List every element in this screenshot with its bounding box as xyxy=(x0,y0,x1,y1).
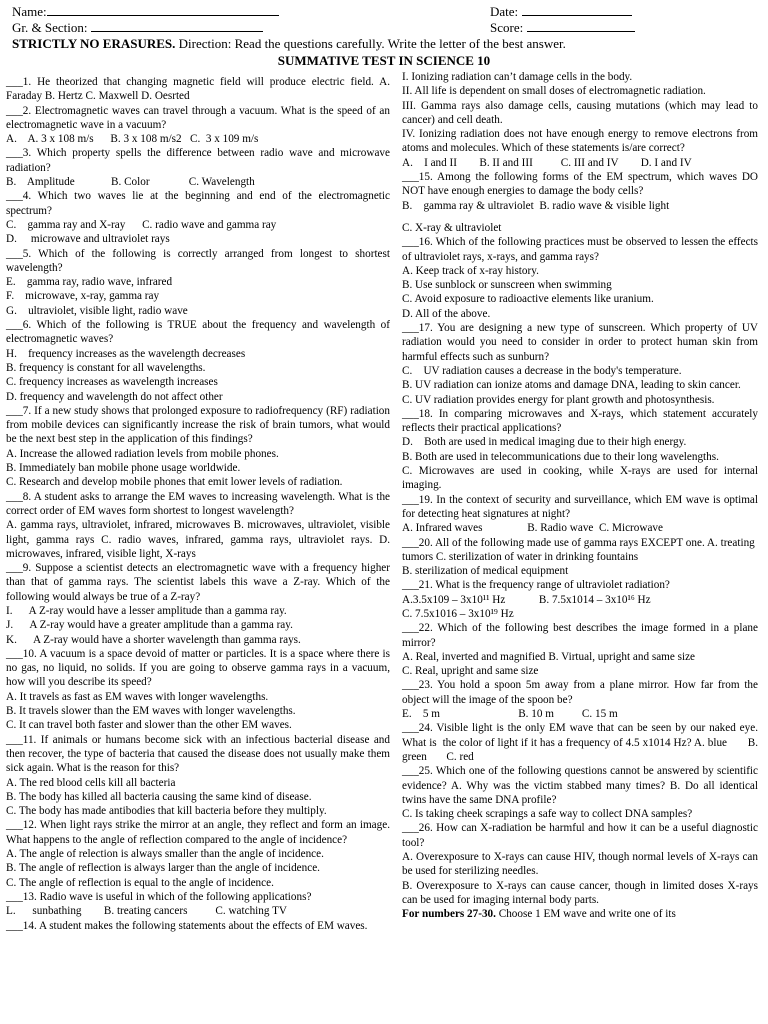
question-13-options: L. sunbathing B. treating cancers C. watching TV xyxy=(6,905,287,918)
question-22-option-c: C. Real, upright and same size xyxy=(402,665,539,678)
question-1: ___1. He theorized that changing magnetic field will produce electric field. A. Faraday B. Hertz C. Maxwell D. Oesrted xyxy=(6,76,390,103)
question-20-option-b: B. sterilization of medical equipment xyxy=(402,565,569,578)
question-20: ___20. All of the following made use of gamma rays EXCEPT one. A. treating tumors C. sterilization of water in drinking fountains xyxy=(402,536,755,563)
question-16-option-b: B. Use sunblock or sunscreen when swimming xyxy=(402,279,612,292)
question-10: ___10. A vacuum is a space devoid of matter or particles. It is a space where there is no gas, no liquid, no solids. If you are going to observe gamma rays in a vacuum, how will you describe its speed? xyxy=(6,647,390,689)
question-23: ___23. You hold a spoon 5m away from a plane mirror. How far from the object will the image of the spoon be? xyxy=(402,679,758,706)
question-9-option-a: I. A Z-ray would have a lesser amplitude than a gamma ray. xyxy=(6,604,287,617)
date-blank[interactable] xyxy=(522,3,632,16)
question-5-option-c: G. ultraviolet, visible light, radio wave xyxy=(6,304,188,317)
question-12-option-a: A. The angle of relection is always smaller than the angle of incidence. xyxy=(6,848,324,861)
question-17-option-c: C. UV radiation provides energy for plant growth and photosynthesis. xyxy=(402,393,715,406)
question-7-option-b: B. Immediately ban mobile phone usage worldwide. xyxy=(6,462,241,475)
question-11-option-c: C. The body has made antibodies that kill bacteria before they multiply. xyxy=(6,805,327,818)
question-3-options: B. Amplitude B. Color C. Wavelength xyxy=(6,176,255,189)
question-22-options: A. Real, inverted and magnified B. Virtual, upright and same size xyxy=(402,650,696,663)
question-4-option-b: D. microwave and ultraviolet rays xyxy=(6,233,170,246)
question-26: ___26. How can X-radiation be harmful and how it can be a useful diagnostic tool? xyxy=(402,822,758,849)
statement-3: III. Gamma rays also damage cells, causing mutations (which may lead to cancer) and cell death. xyxy=(402,99,758,126)
question-8: ___8. A student asks to arrange the EM waves to increasing wavelength. What is the correct order of EM waves form shortest to longest wavelength? xyxy=(6,490,390,517)
question-7-option-a: A. Increase the allowed radiation levels from mobile phones. xyxy=(6,447,279,460)
question-18-option-a: D. Both are used in medical imaging due to their high energy. xyxy=(402,436,687,449)
question-26-option-a: A. Overexposure to X-rays can cause HIV, though normal levels of X-rays can be used for sterilizing needles. xyxy=(402,851,758,878)
question-12: ___12. When light rays strike the mirror at an angle, they reflect and form an image. What happens to the angle of reflection compared to the angle of incidence? xyxy=(6,819,390,846)
question-6-option-b: B. frequency is constant for all wavelengths. xyxy=(6,361,206,374)
question-25-option-c: C. Is taking cheek scrapings a safe way to collect DNA samples? xyxy=(402,808,693,821)
question-2-options: A. A. 3 x 108 m/s B. 3 x 108 m/s2 C. 3 x 109 m/s xyxy=(6,133,259,146)
question-26-option-b: B. Overexposure to X-rays can cause cancer, though in limited doses X-rays can be used for imaging internal body parts. xyxy=(402,879,758,906)
question-11-option-a: A. The red blood cells kill all bacteria xyxy=(6,776,176,789)
section-blank[interactable] xyxy=(91,19,263,32)
question-9-option-c: K. A Z-ray would have a shorter wavelength than gamma rays. xyxy=(6,633,301,646)
question-19-options: A. Infrared waves B. Radio wave C. Microwave xyxy=(402,522,663,535)
question-13: ___13. Radio wave is useful in which of the following applications? xyxy=(6,890,312,903)
question-27-instruction xyxy=(402,907,758,921)
name-blank[interactable] xyxy=(47,3,279,16)
question-11: ___11. If animals or humans become sick with an infectious bacterial disease and then recover, the type of bacteria that caused the disease does not usually make them sick again. What is the reason for this? xyxy=(6,733,390,775)
question-22: ___22. Which of the following best describes the image formed in a plane mirror? xyxy=(402,622,758,649)
question-19: ___19. In the context of security and surveillance, which EM wave is optimal for detecting heat signatures at night? xyxy=(402,493,758,520)
question-8-options: A. gamma rays, ultraviolet, infrared, microwaves B. microwaves, ultraviolet, visible light, gamma rays C. radio waves, infrared, gamma rays, ultraviolet rays. D. microwaves, infrared, visible light, X-rays xyxy=(6,519,390,560)
right-column xyxy=(402,70,761,922)
score-label: Score: xyxy=(490,20,524,35)
question-15-option-a: B. gamma ray & ultraviolet B. radio wave & visible light xyxy=(402,199,670,212)
question-6-option-a: H. frequency increases as the wavelength decreases xyxy=(6,347,246,360)
question-18-option-b: B. Both are used in telecommunications due to their long wavelengths. xyxy=(402,450,719,463)
question-4-option-a: C. gamma ray and X-ray C. radio wave and gamma ray xyxy=(6,218,277,231)
direction-warning: STRICTLY NO ERASURES. xyxy=(12,36,176,51)
question-5-option-a: E. gamma ray, radio wave, infrared xyxy=(6,276,173,289)
question-6-option-c: C. frequency increases as wavelength increases xyxy=(6,376,218,389)
question-7: ___7. If a new study shows that prolonged exposure to radiofrequency (RF) radiation from mobile devices can significantly increase the risk of brain tumors, what would be the next best step in the application of this findings? xyxy=(6,404,390,446)
question-15: ___15. Among the following forms of the EM spectrum, which waves DO NOT have enough energies to damage the body cells? xyxy=(402,171,758,198)
question-10-option-a: A. It travels as fast as EM waves with longer wavelengths. xyxy=(6,690,269,703)
directions xyxy=(12,36,566,52)
test-title: SUMMATIVE TEST IN SCIENCE 10 xyxy=(277,53,491,68)
statement-4: IV. Ionizing radiation does not have enough energy to remove electrons from atoms and molecules. Which of these statements is/are correct? xyxy=(402,128,758,155)
question-7-option-c: C. Research and develop mobile phones that emit lower levels of radiation. xyxy=(6,476,343,489)
left-column xyxy=(6,75,390,933)
question-17-option-b: B. UV radiation can ionize atoms and damage DNA, leading to skin cancer. xyxy=(402,379,741,392)
question-18: ___18. In comparing microwaves and X-rays, which statement accurately reflects their practical applications? xyxy=(402,407,758,435)
statement-1: I. Ionizing radiation can’t damage cells in the body. xyxy=(402,71,633,83)
question-18-option-c: C. Microwaves are used in cooking, while X-rays are used for internal imaging. xyxy=(402,465,758,492)
question-21-options: A.3.5x109 – 3x10¹¹ Hz B. 7.5x1014 – 3x10¹⁶ Hz xyxy=(402,593,651,606)
question-2: ___2. Electromagnetic waves can travel through a vacuum. What is the speed of an electromagnetic wave in a vacuum? xyxy=(6,104,390,131)
question-23-options: E. 5 m B. 10 m C. 15 m xyxy=(402,708,618,721)
question-15-option-b: C. X-ray & ultraviolet xyxy=(402,221,502,234)
question-6: ___6. Which of the following is TRUE about the frequency and wavelength of electromagnetic waves? xyxy=(6,319,390,346)
question-16-option-d: D. All of the above. xyxy=(402,307,491,320)
statement-options: A. I and II B. II and III C. III and IV D. I and IV xyxy=(402,156,692,169)
question-10-option-c: C. It can travel both faster and slower than the other EM waves. xyxy=(6,719,292,732)
question-12-option-b: B. The angle of reflection is always larger than the angle of incidence. xyxy=(6,862,320,875)
question-27-text: Choose 1 EM wave and write one of its xyxy=(495,908,676,921)
question-21-option-c: C. 7.5x1016 – 3x10¹⁹ Hz xyxy=(402,607,514,620)
question-17: ___17. You are designing a new type of sunscreen. Which property of UV radiation would you need to consider in order to protect human skin from harmful effects such as sunburn? xyxy=(402,322,758,363)
score-blank[interactable] xyxy=(527,19,635,32)
question-9: ___9. Suppose a scientist detects an electromagnetic wave with a frequency higher than that of gamma rays. The scientist labels this wave a Z-ray. Which of the following would always be true of a Z-ray? xyxy=(6,562,390,603)
section-label: Gr. & Section: xyxy=(12,20,88,35)
question-11-option-b: B. The body has killed all bacteria causing the same kind of disease. xyxy=(6,790,312,803)
question-5-option-b: F. microwave, x-ray, gamma ray xyxy=(6,290,160,303)
question-16-option-a: A. Keep track of x-ray history. xyxy=(402,264,539,277)
date-label: Date: xyxy=(490,4,519,19)
question-21: ___21. What is the frequency range of ultraviolet radiation? xyxy=(402,579,670,592)
question-12-option-c: C. The angle of reflection is equal to the angle of incidence. xyxy=(6,876,274,889)
question-25: ___25. Which one of the following questions cannot be answered by scientific evidence? A. Why was the victim stabbed many times? B. Do all identical twins have the same DNA profile? xyxy=(402,765,758,806)
statement-2: II. All life is dependent on small doses of electromagnetic radiation. xyxy=(402,85,706,98)
question-17-option-a: C. UV radiation causes a decrease in the body's temperature. xyxy=(402,364,682,377)
question-10-option-b: B. It travels slower than the EM waves with longer wavelengths. xyxy=(6,705,296,718)
question-16-option-c: C. Avoid exposure to radioactive elements like uranium. xyxy=(402,293,654,306)
question-5: ___5. Which of the following is correctly arranged from longest to shortest wavelength? xyxy=(6,247,390,274)
question-14: ___14. A student makes the following statements about the effects of EM waves. xyxy=(6,919,368,932)
question-9-option-b: J. A Z-ray would have a greater amplitude than a gamma ray. xyxy=(6,619,293,632)
direction-text: Direction: Read the questions carefully. Write the letter of the best answer. xyxy=(175,36,566,51)
question-16: ___16. Which of the following practices must be observed to lessen the effects of ultraviolet rays, x-rays, and gamma rays? xyxy=(402,236,758,263)
question-6-option-d: D. frequency and wavelength do not affect other xyxy=(6,390,223,403)
question-24: ___24. Visible light is the only EM wave that can be seen by our naked eye. What is the color of light if it has a frequency of 4.5 x1014 Hz? A. blue B. green C. red xyxy=(402,722,761,763)
question-27-bold: For numbers 27-30. xyxy=(402,908,496,921)
question-3: ___3. Which property spells the difference between radio wave and microwave radiation? xyxy=(6,147,390,174)
question-4: ___4. Which two waves lie at the beginning and end of the electromagnetic spectrum? xyxy=(6,190,390,217)
name-label: Name: xyxy=(12,4,47,19)
spacer xyxy=(402,213,758,221)
